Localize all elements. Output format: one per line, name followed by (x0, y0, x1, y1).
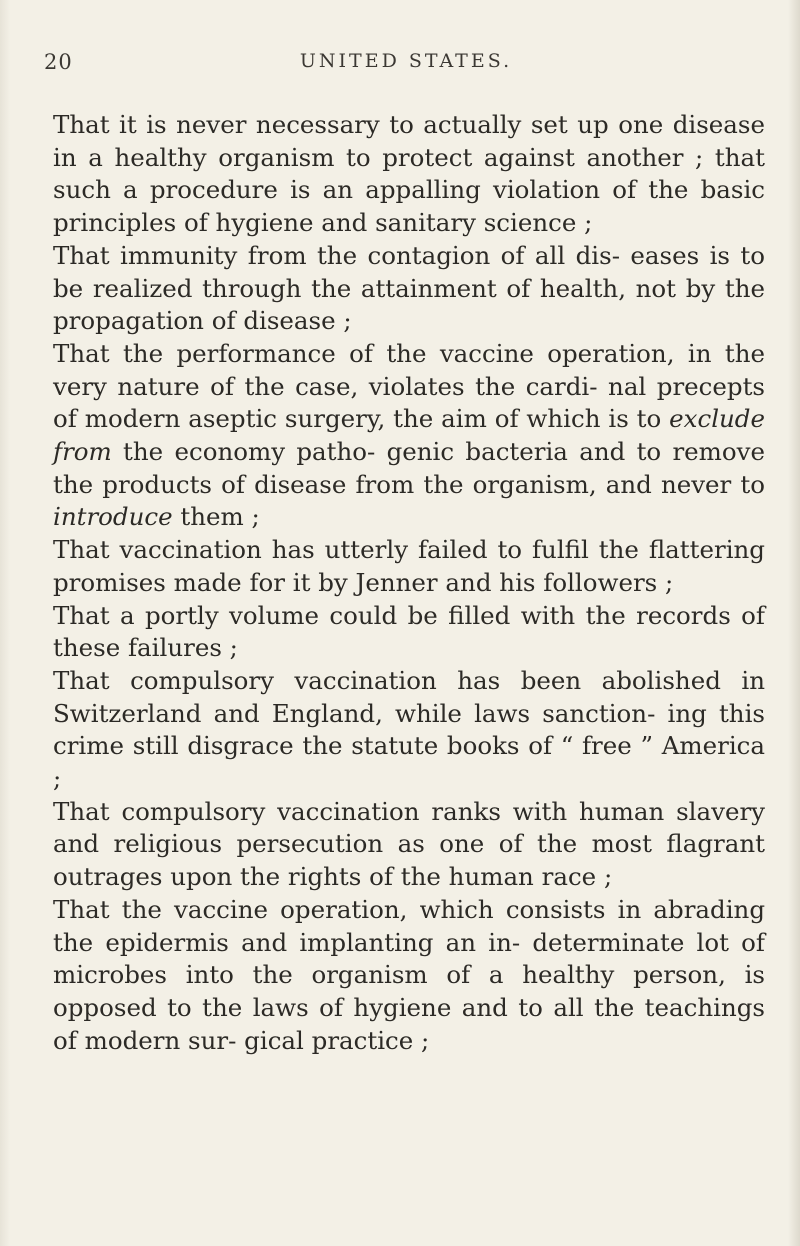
paragraph: That compulsory vaccination has been abolished in Switzerland and England, while laws sanction- ing this crime still disgrace the statute books of “ free ” America ; (53, 665, 765, 794)
paragraph: That it is never necessary to actually set up one disease in a healthy organism to protect against another ; that such a procedure is an appalling violation of the basic principles of hygiene and sanitary science ; (53, 110, 765, 238)
page-header (44, 50, 768, 84)
paragraph: That vaccination has utterly failed to fulfil the flattering promises made for it by Jenner and his followers ; (53, 535, 765, 597)
italic-phrase: exclude from (53, 404, 765, 467)
paragraph: That immunity from the contagion of all dis- eases is to be realized through the attainment of health, not by the propagation of disease ; (53, 240, 765, 336)
italic-phrase: introduce (53, 502, 173, 532)
page-gutter-shadow (0, 0, 10, 1246)
body-text (53, 109, 765, 1057)
running-head: UNITED STATES. (299, 50, 513, 72)
page-number: 20 (44, 50, 73, 74)
paragraph: That the performance of the vaccine operation, in the very nature of the case, violates the cardi- nal precepts of modern aseptic surgery, the aim of which is to exclude from the economy patho- genic bacteria and to remove the products of disease from the organism, and never to introduce them ; (53, 338, 765, 532)
paragraph: That compulsory vaccination ranks with human slavery and religious persecution as one of the most flagrant outrages upon the rights of the human race ; (53, 796, 765, 892)
page-edge-shadow (788, 0, 800, 1246)
paragraph: That the vaccine operation, which consists in abrading the epidermis and implanting an in- determinate lot of microbes into the organism of a healthy person, is opposed to the laws of hygiene and to all the teachings of modern sur- gical practice ; (53, 894, 765, 1055)
paragraph: That a portly volume could be filled with the records of these failures ; (53, 600, 765, 663)
